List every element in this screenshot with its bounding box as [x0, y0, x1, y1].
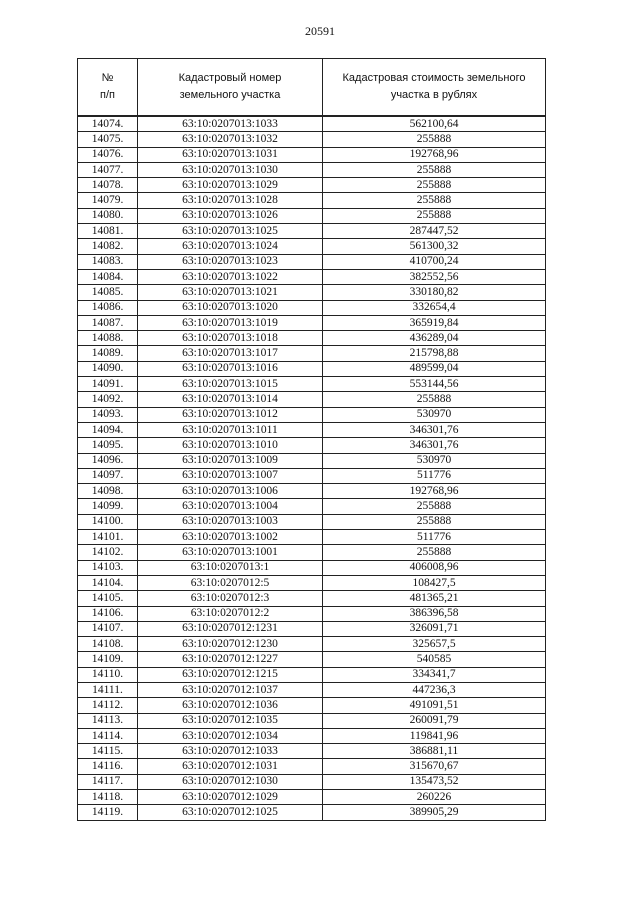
row-number-cell: 14092. [78, 392, 138, 407]
row-number-cell: 14109. [78, 652, 138, 667]
table-row [78, 178, 546, 193]
cadastral-number-cell: 63:10:0207013:1009 [138, 453, 323, 468]
cadastral-number-cell: 63:10:0207013:1003 [138, 514, 323, 529]
row-number-cell: 14112. [78, 698, 138, 713]
cadastral-value-cell: 260226 [323, 790, 546, 805]
cadastral-value-cell: 330180,82 [323, 285, 546, 300]
cadastral-value-cell: 562100,64 [323, 116, 546, 132]
cadastral-value-cell: 255888 [323, 132, 546, 147]
row-number-cell: 14103. [78, 560, 138, 575]
table-row [78, 637, 546, 652]
table-header [78, 59, 546, 117]
row-number-cell: 14078. [78, 178, 138, 193]
row-number-cell: 14116. [78, 759, 138, 774]
cadastral-number-cell: 63:10:0207012:1215 [138, 667, 323, 682]
cadastral-number-cell: 63:10:0207013:1024 [138, 239, 323, 254]
cadastral-value-cell: 255888 [323, 162, 546, 177]
row-number-cell: 14085. [78, 285, 138, 300]
cadastral-number-cell: 63:10:0207013:1028 [138, 193, 323, 208]
row-number-cell: 14108. [78, 637, 138, 652]
table-row [78, 300, 546, 315]
cadastral-number-cell: 63:10:0207013:1022 [138, 269, 323, 284]
table-row [78, 805, 546, 820]
header-cadastral-value [323, 59, 546, 117]
row-number-cell: 14093. [78, 407, 138, 422]
cadastral-number-cell: 63:10:0207012:1231 [138, 621, 323, 636]
row-number-cell: 14100. [78, 514, 138, 529]
page-number: 20591 [305, 24, 335, 38]
cadastral-number-cell: 63:10:0207012:1034 [138, 728, 323, 743]
row-number-cell: 14076. [78, 147, 138, 162]
cadastral-number-cell: 63:10:0207013:1020 [138, 300, 323, 315]
cadastral-number-cell: 63:10:0207013:1023 [138, 254, 323, 269]
cadastral-number-cell: 63:10:0207013:1007 [138, 468, 323, 483]
cadastral-number-cell: 63:10:0207013:1019 [138, 315, 323, 330]
row-number-cell: 14088. [78, 331, 138, 346]
table-row [78, 147, 546, 162]
table-row [78, 744, 546, 759]
table-row [78, 560, 546, 575]
cadastral-number-cell: 63:10:0207013:1018 [138, 331, 323, 346]
table-row [78, 224, 546, 239]
row-number-cell: 14119. [78, 805, 138, 820]
cadastral-number-cell: 63:10:0207013:1025 [138, 224, 323, 239]
cadastral-number-cell: 63:10:0207012:3 [138, 591, 323, 606]
cadastral-number-cell: 63:10:0207013:1011 [138, 422, 323, 437]
table-row [78, 438, 546, 453]
table-row [78, 591, 546, 606]
cadastral-value-cell: 386881,11 [323, 744, 546, 759]
row-number-cell: 14079. [78, 193, 138, 208]
row-number-cell: 14117. [78, 774, 138, 789]
cadastral-value-cell: 447236,3 [323, 682, 546, 697]
row-number-cell: 14099. [78, 499, 138, 514]
table-row [78, 530, 546, 545]
table-row [78, 621, 546, 636]
cadastral-value-cell: 108427,5 [323, 575, 546, 590]
table-row [78, 759, 546, 774]
cadastral-value-cell: 489599,04 [323, 361, 546, 376]
cadastral-value-cell: 540585 [323, 652, 546, 667]
cadastral-number-cell: 63:10:0207012:1230 [138, 637, 323, 652]
row-number-cell: 14077. [78, 162, 138, 177]
cadastral-value-cell: 255888 [323, 178, 546, 193]
cadastral-number-cell: 63:10:0207013:1030 [138, 162, 323, 177]
cadastral-number-cell: 63:10:0207013:1002 [138, 530, 323, 545]
cadastral-number-cell: 63:10:0207013:1031 [138, 147, 323, 162]
row-number-cell: 14113. [78, 713, 138, 728]
table-row [78, 682, 546, 697]
cadastral-number-cell: 63:10:0207012:1029 [138, 790, 323, 805]
row-number-cell: 14082. [78, 239, 138, 254]
cadastral-value-cell: 332654,4 [323, 300, 546, 315]
table-row [78, 575, 546, 590]
row-number-cell: 14095. [78, 438, 138, 453]
cadastral-value-cell: 511776 [323, 530, 546, 545]
row-number-cell: 14089. [78, 346, 138, 361]
table-row [78, 514, 546, 529]
cadastral-number-cell: 63:10:0207013:1006 [138, 484, 323, 499]
cadastral-value-cell: 255888 [323, 193, 546, 208]
cadastral-number-cell: 63:10:0207013:1014 [138, 392, 323, 407]
cadastral-value-cell: 326091,71 [323, 621, 546, 636]
table-row [78, 652, 546, 667]
row-number-cell: 14098. [78, 484, 138, 499]
table-row [78, 774, 546, 789]
cadastral-number-cell: 63:10:0207013:1033 [138, 116, 323, 132]
cadastral-value-cell: 530970 [323, 453, 546, 468]
table-row [78, 407, 546, 422]
table-row [78, 698, 546, 713]
cadastral-value-cell: 255888 [323, 392, 546, 407]
cadastral-number-cell: 63:10:0207013:1016 [138, 361, 323, 376]
row-number-cell: 14110. [78, 667, 138, 682]
cadastral-value-cell: 382552,56 [323, 269, 546, 284]
cadastral-value-cell: 287447,52 [323, 224, 546, 239]
table-row [78, 285, 546, 300]
header-row [78, 59, 546, 117]
row-number-cell: 14111. [78, 682, 138, 697]
cadastral-value-cell: 491091,51 [323, 698, 546, 713]
cadastral-value-cell: 511776 [323, 468, 546, 483]
cadastral-number-cell: 63:10:0207013:1026 [138, 208, 323, 223]
table-row [78, 728, 546, 743]
table-row [78, 269, 546, 284]
table-row [78, 606, 546, 621]
row-number-cell: 14094. [78, 422, 138, 437]
cadastral-value-cell: 530970 [323, 407, 546, 422]
row-number-cell: 14107. [78, 621, 138, 636]
cadastral-value-cell: 215798,88 [323, 346, 546, 361]
table-row [78, 239, 546, 254]
cadastral-number-cell: 63:10:0207012:1036 [138, 698, 323, 713]
table-row [78, 254, 546, 269]
header-cadastral-number-label: Кадастровый номер земельного участка [178, 72, 282, 101]
cadastral-value-cell: 406008,96 [323, 560, 546, 575]
header-row-number-label: № п/п [100, 72, 115, 101]
cadastral-number-cell: 63:10:0207013:1004 [138, 499, 323, 514]
table-row [78, 193, 546, 208]
cadastral-number-cell: 63:10:0207012:1031 [138, 759, 323, 774]
cadastral-value-cell: 255888 [323, 545, 546, 560]
header-cadastral-value-label: Кадастровая стоимость земельного участка в рублях [342, 72, 526, 101]
row-number-cell: 14087. [78, 315, 138, 330]
row-number-cell: 14114. [78, 728, 138, 743]
cadastral-value-cell: 119841,96 [323, 728, 546, 743]
cadastral-number-cell: 63:10:0207012:1030 [138, 774, 323, 789]
cadastral-number-cell: 63:10:0207012:1025 [138, 805, 323, 820]
cadastral-value-cell: 561300,32 [323, 239, 546, 254]
cadastral-number-cell: 63:10:0207012:1227 [138, 652, 323, 667]
table-row [78, 667, 546, 682]
cadastral-number-cell: 63:10:0207012:1035 [138, 713, 323, 728]
table-row [78, 331, 546, 346]
cadastral-number-cell: 63:10:0207013:1001 [138, 545, 323, 560]
row-number-cell: 14101. [78, 530, 138, 545]
cadastral-number-cell: 63:10:0207013:1017 [138, 346, 323, 361]
header-cadastral-number [138, 59, 323, 117]
cadastral-number-cell: 63:10:0207013:1012 [138, 407, 323, 422]
cadastral-value-table [77, 58, 546, 821]
row-number-cell: 14118. [78, 790, 138, 805]
row-number-cell: 14105. [78, 591, 138, 606]
cadastral-number-cell: 63:10:0207013:1 [138, 560, 323, 575]
row-number-cell: 14102. [78, 545, 138, 560]
cadastral-number-cell: 63:10:0207012:1037 [138, 682, 323, 697]
table-row [78, 116, 546, 132]
cadastral-value-cell: 346301,76 [323, 422, 546, 437]
header-row-number [78, 59, 138, 117]
cadastral-number-cell: 63:10:0207013:1032 [138, 132, 323, 147]
table-row [78, 713, 546, 728]
cadastral-value-cell: 325657,5 [323, 637, 546, 652]
cadastral-value-cell: 135473,52 [323, 774, 546, 789]
table-row [78, 346, 546, 361]
cadastral-value-cell: 386396,58 [323, 606, 546, 621]
table-row [78, 453, 546, 468]
cadastral-value-cell: 553144,56 [323, 377, 546, 392]
row-number-cell: 14081. [78, 224, 138, 239]
cadastral-number-cell: 63:10:0207012:2 [138, 606, 323, 621]
cadastral-number-cell: 63:10:0207013:1029 [138, 178, 323, 193]
cadastral-value-cell: 410700,24 [323, 254, 546, 269]
cadastral-number-cell: 63:10:0207013:1021 [138, 285, 323, 300]
row-number-cell: 14097. [78, 468, 138, 483]
cadastral-value-cell: 192768,96 [323, 147, 546, 162]
row-number-cell: 14106. [78, 606, 138, 621]
table-row [78, 468, 546, 483]
table-row [78, 208, 546, 223]
cadastral-value-cell: 255888 [323, 499, 546, 514]
cadastral-value-cell: 365919,84 [323, 315, 546, 330]
row-number-cell: 14090. [78, 361, 138, 376]
table-row [78, 315, 546, 330]
row-number-cell: 14084. [78, 269, 138, 284]
table-row [78, 392, 546, 407]
cadastral-value-cell: 389905,29 [323, 805, 546, 820]
cadastral-value-cell: 260091,79 [323, 713, 546, 728]
row-number-cell: 14096. [78, 453, 138, 468]
cadastral-value-cell: 346301,76 [323, 438, 546, 453]
cadastral-value-cell: 255888 [323, 208, 546, 223]
cadastral-number-cell: 63:10:0207013:1010 [138, 438, 323, 453]
table-row [78, 484, 546, 499]
row-number-cell: 14080. [78, 208, 138, 223]
row-number-cell: 14074. [78, 116, 138, 132]
table-row [78, 162, 546, 177]
row-number-cell: 14091. [78, 377, 138, 392]
table-row [78, 132, 546, 147]
table-row [78, 499, 546, 514]
table-row [78, 545, 546, 560]
row-number-cell: 14086. [78, 300, 138, 315]
cadastral-value-cell: 481365,21 [323, 591, 546, 606]
row-number-cell: 14075. [78, 132, 138, 147]
cadastral-value-cell: 192768,96 [323, 484, 546, 499]
table-row [78, 361, 546, 376]
cadastral-number-cell: 63:10:0207012:5 [138, 575, 323, 590]
cadastral-value-cell: 334341,7 [323, 667, 546, 682]
table-row [78, 790, 546, 805]
table-body [78, 116, 546, 820]
cadastral-value-cell: 255888 [323, 514, 546, 529]
row-number-cell: 14104. [78, 575, 138, 590]
table-row [78, 377, 546, 392]
cadastral-number-cell: 63:10:0207012:1033 [138, 744, 323, 759]
cadastral-number-cell: 63:10:0207013:1015 [138, 377, 323, 392]
cadastral-value-cell: 315670,67 [323, 759, 546, 774]
row-number-cell: 14115. [78, 744, 138, 759]
row-number-cell: 14083. [78, 254, 138, 269]
table-row [78, 422, 546, 437]
cadastral-value-cell: 436289,04 [323, 331, 546, 346]
